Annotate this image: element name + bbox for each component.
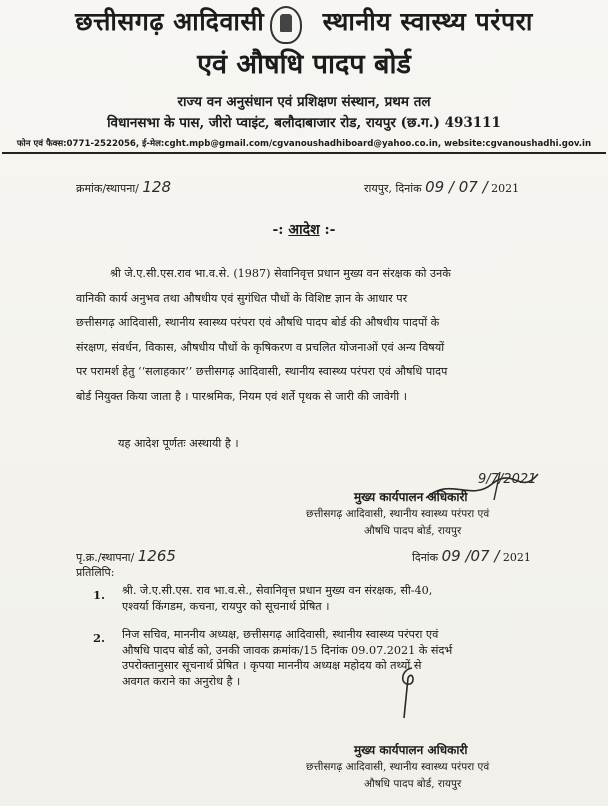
order-number-label: क्रमांक/स्थापना/ — [76, 182, 139, 195]
order-heading-suffix: :- — [324, 222, 336, 238]
copy-item-number: 2. — [93, 631, 106, 645]
copy-item-line: एश्वर्या किंगडम, कचना, रायपुर को सूचनार्थ प्रेषित । — [122, 599, 330, 613]
body-line: संरक्षण, संवर्धन, विकास, औषधीय पौधों के कृषिकरण व प्रचलित योजनाओं एवं अन्य विषयों — [76, 340, 445, 354]
order-number — [76, 178, 171, 196]
body-line: बोर्ड नियुक्त किया जाता है । पारश्रमिक, नियम एवं शर्ते पृथक से जारी की जावेगी । — [76, 389, 407, 403]
copy-item-line: श्री. जे.ए.सी.एस. राव भा.व.से., सेवानिवृत्त प्रधान मुख्य वन संरक्षक, सी-40, — [122, 584, 433, 597]
body-line: श्री जे.ए.सी.एस.राव भा.व.से. (1987) सेवानिवृत्त प्रधान मुख्य वन संरक्षक को उनके — [110, 267, 451, 280]
copy-reference-handwritten: 1265 — [137, 547, 176, 565]
order-date-label: रायपुर, दिनांक — [364, 182, 422, 195]
signature-2-handwritten-icon — [396, 664, 420, 722]
copy-reference-label: पृ.क्र./स्थापना/ — [76, 551, 135, 564]
signatory-2-org-line2: औषधि पादप बोर्ड, रायपुर — [364, 778, 462, 790]
letterhead-title-right: स्थानीय स्वास्थ्य परंपरा — [322, 7, 533, 36]
copy-item-line: उपरोक्तानुसार सूचनार्थ प्रेषित । कृपया माननीय अध्यक्ष महोदय को तथ्यों से — [122, 659, 422, 673]
body-line: वानिकी कार्य अनुभव तथा औषधीय एवं सुगंधित पौधों के विशिष्ट ज्ञान के आधार पर — [76, 291, 408, 305]
order-number-handwritten: 128 — [142, 178, 172, 196]
copy-to-label: प्रतिलिपि: — [76, 566, 115, 579]
signatory-1-title: मुख्य कार्यपालन अधिकारी — [354, 490, 468, 504]
copy-reference-number — [76, 547, 176, 565]
order-heading-prefix: -: — [272, 222, 284, 238]
letterhead-contact: फोन एवं फैक्स:0771-2522056, ई-मेल:cght.mpb@gmail.com/cgvanoushadhiboard@yahoo.co.in, website:cgvanoushadhi.gov.in — [16, 139, 592, 149]
copy-date-handwritten: 09 /07 / — [441, 547, 500, 565]
signatory-2-title: मुख्य कार्यपालन अधिकारी — [354, 743, 468, 757]
state-emblem-icon — [270, 6, 302, 44]
order-body — [76, 262, 552, 410]
letterhead-institute: राज्य वन अनुसंधान एवं प्रशिक्षण संस्थान, प्रथम तल — [177, 94, 431, 110]
copy-item-line: औषधि पादप बोर्ड को, उनकी जावक क्रमांक/15 दिनांक 09.07.2021 के संदर्भ — [122, 643, 453, 657]
letterhead-divider — [2, 152, 606, 154]
letterhead-title-left: छत्तीसगढ़ आदिवासी — [75, 7, 265, 36]
copy-item — [122, 627, 542, 689]
signatory-1-org-line2: औषधि पादप बोर्ड, रायपुर — [364, 525, 462, 537]
copy-item-number: 1. — [93, 588, 106, 602]
order-heading-word: आदेश — [288, 222, 320, 238]
copy-item — [122, 583, 542, 614]
order-heading — [0, 220, 608, 239]
copy-reference-date — [412, 547, 531, 565]
order-temporary-note: यह आदेश पूर्णतः अस्थायी है । — [118, 437, 239, 450]
signatory-2-org-line1: छत्तीसगढ़ आदिवासी, स्थानीय स्वास्थ्य परंपरा एवं — [306, 761, 490, 773]
order-date-year: 2021 — [491, 182, 520, 195]
signature-1-date: 9/7/2021 — [478, 472, 537, 487]
body-line: छत्तीसगढ़ आदिवासी, स्थानीय स्वास्थ्य परंपरा एवं औषधि पादप बोर्ड की औषधीय पादपों के — [76, 316, 440, 330]
letterhead-title-line2: एवं औषधि पादप बोर्ड — [197, 49, 411, 80]
copy-item-line: निज सचिव, माननीय अध्यक्ष, छत्तीसगढ़ आदिवासी, स्थानीय स्वास्थ्य परंपरा एवं — [122, 628, 439, 641]
letterhead-title-line1 — [10, 4, 598, 38]
letterhead-address: विधानसभा के पास, जीरो प्वाइंट, बलौदाबाजार रोड, रायपुर (छ.ग.) 493111 — [107, 115, 501, 131]
copy-item-line: अवगत कराने का अनुरोध है । — [122, 674, 241, 688]
order-date-handwritten: 09 / 07 / — [425, 178, 488, 196]
body-line: पर परामर्श हेतु ‘‘सलाहकार’’ छत्तीसगढ़ आदिवासी, स्थानीय स्वास्थ्य परंपरा एवं औषधि पादप — [76, 365, 448, 379]
copy-date-label: दिनांक — [412, 551, 439, 564]
copy-date-year: 2021 — [502, 551, 531, 564]
order-date — [364, 178, 519, 196]
signatory-1-org-line1: छत्तीसगढ़ आदिवासी, स्थानीय स्वास्थ्य परंपरा एवं — [306, 508, 490, 520]
